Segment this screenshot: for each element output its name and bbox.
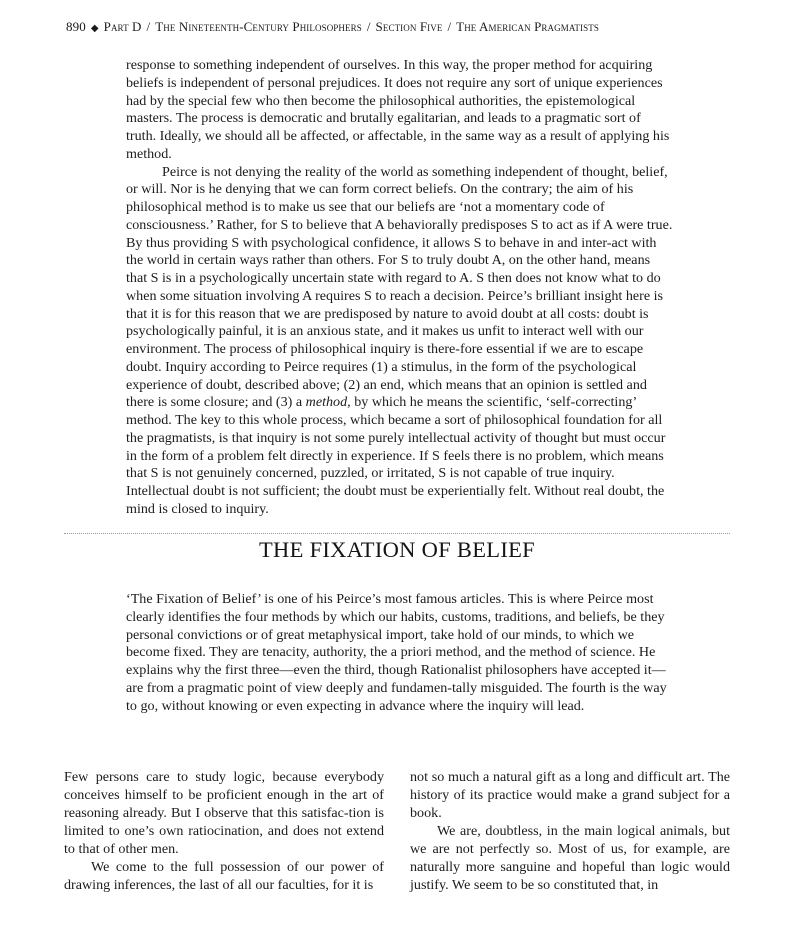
article-column-left [64, 768, 384, 894]
section-label: Section Five [375, 19, 443, 34]
abstract-paragraph: ‘The Fixation of Belief’ is one of his Peirce’s most famous articles. This is where Peirce most clearly identifies the four methods by which our habits, customs, traditions, and beliefs, be they personal convictions or of great metaphysical import, take hold of our minds, to which we become fixed. They are tenacity, authority, the a priori method, and the method of science. He explains why the first three—even the third, though Rationalist philosophers have accepted it—are from a pragmatic point of view deeply and fundamen-tally misguided. The fourth is the way to go, without knowing or even expecting in advance where the inquiry will lead. [126, 591, 667, 714]
article-paragraph: Few persons care to study logic, because everybody conceives himself to be proficient enough in the art of reasoning already. But I observe that this satisfac-tion is limited to one’s own ratiocination, and does not extend to that of other men. [64, 769, 384, 857]
header-separator: / [447, 19, 452, 34]
emphasis-method: method, [305, 394, 351, 411]
commentary-text-run: Peirce is not denying the reality of the world as something independent of thought, belief, or will. Nor is he denying that we can form correct beliefs. On the contrary; the aim of his philosophical method is to make us see that our beliefs are ‘not a momentary code of consciousness.’ Rather, for S to believe that A behaviorally predisposes S to act as if A were true. By thus providing S with psychological confidence, it allows S to behave in and inter-act with the world in certain ways rather than others. For S to truly doubt A, on the other hand, means that S is in a psychologically uncertain state with regard to A. S then does not know what to do when some situation involving A requires S to reach a decision. Peirce’s brilliant insight here is that it is for this reason that we are predisposed by nature to avoid doubt at all costs: doubt is psychologically painful, it is an anxious state, and it makes us unfit to interact well with our environment. The process of philosophical inquiry is there-fore essential if we are to escape doubt. Inquiry according to Peirce requires (1) a stimulus, in the form of the psychological experience of doubt, described above; (2) an end, which means that an opinion is settled and there is some closure; and (3) a [126, 163, 673, 411]
page-number: 890 [66, 19, 86, 34]
section-divider [64, 533, 730, 534]
section-heading: THE FIXATION OF BELIEF [259, 537, 535, 562]
article-paragraph: We are, doubtless, in the main logical animals, but we are not perfectly so. Most of us, for example, are naturally more sanguine and hopeful than logic would justify. We seem to be so constituted that, in [410, 823, 730, 893]
article-paragraph: not so much a natural gift as a long and difficult art. The history of its practice would make a grand subject for a book. [410, 769, 730, 821]
article-paragraph: We come to the full possession of our power of drawing inferences, the last of all our faculties, for it is [64, 859, 384, 893]
commentary-paragraph: response to something independent of ourselves. In this way, the proper method for acquiring beliefs is independent of personal prejudices. It does not require any sort of unique experiences had by the special few who then become the philosophical authorities, the epistemological masters. The process is democratic and brutally egalitarian, and leads to a pragmatic sort of truth. Ideally, we should all be affected, or affectable, in the same way as a result of applying his method. [126, 57, 670, 162]
reading-abstract [126, 591, 674, 715]
section-title-header: The American Pragmatists [456, 19, 599, 34]
diamond-ornament-icon: ◆ [90, 23, 99, 34]
part-title: The Nineteenth-Century Philosophers [155, 19, 362, 34]
header-separator: / [366, 19, 371, 34]
commentary-text [126, 57, 674, 519]
commentary-paragraph [126, 164, 674, 519]
running-header [66, 17, 726, 39]
article-column-right [410, 768, 730, 894]
header-separator: / [146, 19, 151, 34]
commentary-text-run: by which he means the scientific, ‘self-correcting’ method. The key to this whole process, which became a sort of philosophical foundation for all the pragmatists, is that inquiry is not some purely intellectual activity of thought but must occur in the form of a problem felt directly in experience. If S feels there is no problem, which means that S is not genuinely concerned, puzzled, or irritated, S is not capable of true inquiry. Intellectual doubt is not sufficient; the doubt must be experientially felt. Without real doubt, the mind is closed to inquiry. [126, 394, 666, 517]
part-label: Part D [103, 19, 142, 34]
